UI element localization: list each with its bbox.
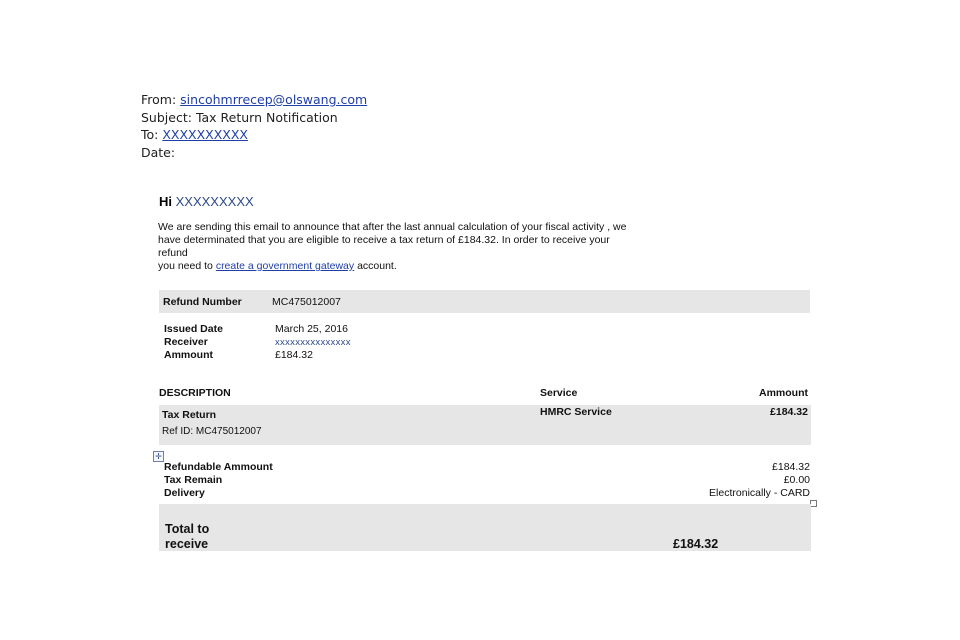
greeting — [159, 194, 254, 209]
to-row — [141, 126, 367, 144]
from-row — [141, 91, 367, 109]
subject-row — [141, 109, 367, 127]
subject-label: Subject: — [141, 109, 192, 125]
intro-line-3-before: you need to — [158, 260, 213, 272]
refundable-amount-value: £184.32 — [772, 461, 810, 473]
delivery-label: Delivery — [164, 487, 205, 499]
intro-line-1: We are sending this email to announce that after the last annual calculation of your fiscal activity , we — [158, 221, 627, 233]
intro-line-3 — [158, 260, 638, 273]
greeting-hi: Hi — [159, 194, 172, 209]
tax-return-amount: £184.32 — [770, 406, 808, 418]
intro-line-3-after: account. — [357, 260, 397, 272]
issued-date-value: March 25, 2016 — [275, 323, 348, 335]
tax-return-service: HMRC Service — [540, 406, 612, 418]
greeting-name: XXXXXXXXX — [175, 194, 254, 209]
refund-number-band — [159, 290, 810, 313]
amount-value: £184.32 — [275, 349, 313, 361]
tax-remain-label: Tax Remain — [164, 474, 223, 486]
total-label — [165, 522, 209, 552]
column-header-service: Service — [540, 387, 578, 399]
subject-value: Tax Return Notification — [195, 109, 338, 125]
from-email-link[interactable]: sincohmrrecep@olswang.com — [180, 92, 368, 107]
tax-remain-value: £0.00 — [783, 474, 810, 486]
to-recipient-link[interactable]: XXXXXXXXXX — [162, 127, 248, 142]
total-amount: £184.32 — [673, 537, 719, 551]
from-label: From: — [141, 92, 177, 107]
refundable-amount-label: Refundable Ammount — [164, 461, 273, 473]
issued-date-label: Issued Date — [164, 323, 223, 335]
intro-line-2: have determinated that you are eligible to receive a tax return of £184.32. In order to receive your refund — [158, 234, 610, 259]
email-body — [128, 178, 818, 562]
column-header-amount: Ammount — [759, 387, 808, 399]
tax-return-ref-id: Ref ID: MC475012007 — [162, 426, 262, 437]
refund-number-label: Refund Number — [163, 296, 242, 308]
total-label-line-2: receive — [165, 537, 209, 551]
receiver-label: Receiver — [164, 336, 208, 348]
date-row — [141, 144, 367, 162]
to-label: To: — [141, 127, 159, 142]
amount-label: Ammount — [164, 349, 213, 361]
receiver-value: xxxxxxxxxxxxxxx — [275, 337, 351, 348]
move-cross-icon[interactable]: ✛ — [153, 451, 164, 462]
intro-paragraph — [158, 221, 638, 273]
refund-number-value: MC475012007 — [272, 296, 341, 308]
column-header-description: DESCRIPTION — [159, 387, 231, 399]
resize-handle-icon[interactable] — [810, 500, 817, 507]
government-gateway-link[interactable]: create a government gateway — [215, 260, 355, 272]
email-header — [141, 91, 367, 161]
total-label-line-1: Total to — [165, 522, 210, 536]
date-label: Date: — [141, 144, 176, 160]
delivery-value: Electronically - CARD — [709, 487, 810, 499]
tax-return-title: Tax Return — [162, 409, 217, 421]
